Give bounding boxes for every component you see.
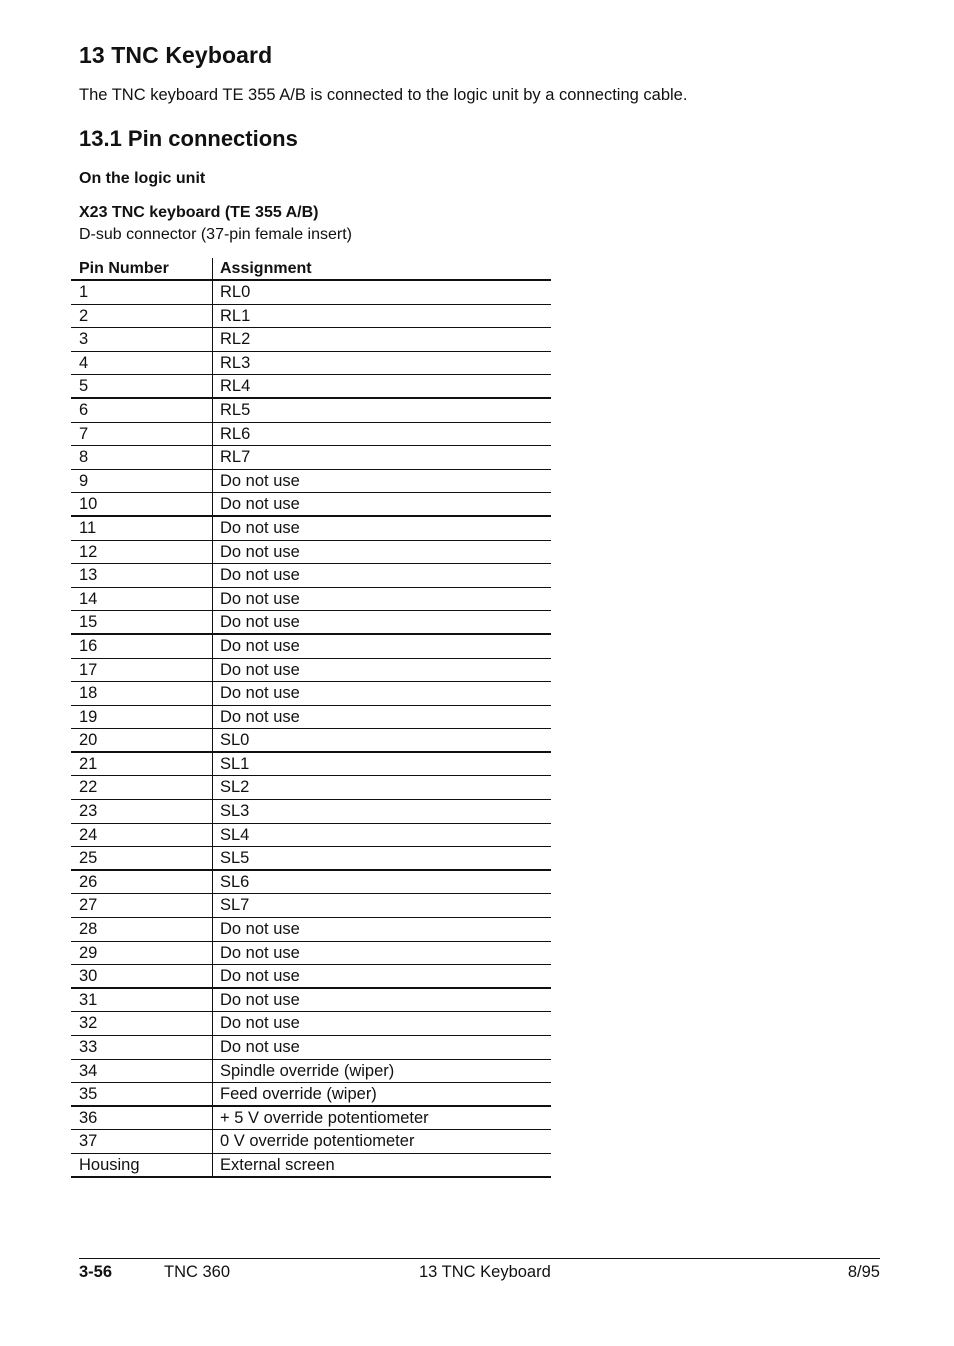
assignment-cell: RL4 [220,377,251,396]
table-row [71,824,551,848]
pin-number-cell: 35 [71,1083,213,1105]
footer-date: 8/95 [847,1263,880,1281]
table-row [71,1036,551,1060]
chapter-intro: The TNC keyboard TE 355 A/B is connected to the logic unit by a connecting cable. [79,86,688,104]
pin-number-cell: 11 [71,517,213,540]
assignment-cell: Do not use [220,589,300,608]
assignment-cell: SL2 [220,778,250,797]
pin-number-cell: 7 [71,423,213,446]
assignment-cell: Do not use [220,920,300,939]
table-row [71,588,551,612]
assignment-cell: RL0 [220,283,251,301]
assignment-cell: Do not use [220,542,300,561]
pin-number-cell: 8 [71,446,213,469]
assignment-cell: Do not use [220,684,300,703]
assignment-cell: RL7 [220,448,251,467]
assignment-cell: Do not use [220,471,300,490]
pin-number-cell: 18 [71,682,213,705]
assignment-cell: SL1 [220,754,250,773]
assignment-cell: Do not use [220,495,300,514]
table-row [71,965,551,989]
pin-number-cell: 17 [71,659,213,682]
pin-number-cell: 20 [71,729,213,751]
assignment-cell: Do not use [220,943,300,962]
table-row [71,1083,551,1107]
table-row [71,517,551,541]
pin-number-cell: 29 [71,942,213,965]
pin-number-cell: 31 [71,989,213,1012]
section-subheading: On the logic unit [79,170,206,187]
pin-number-cell: 4 [71,352,213,375]
pin-number-cell: 16 [71,635,213,658]
pin-number-cell: 12 [71,541,213,564]
table-row [71,305,551,329]
footer-chapter: 13 TNC Keyboard [419,1263,551,1281]
table-row [71,800,551,824]
assignment-cell: SL4 [220,825,250,844]
table-row [71,446,551,470]
assignment-cell: Do not use [220,1038,300,1056]
assignment-cell: RL3 [220,353,251,372]
table-row [71,682,551,706]
pin-number-cell: 19 [71,706,213,729]
pin-number-cell: 2 [71,305,213,328]
pin-number-cell: 30 [71,965,213,987]
pin-number-cell: 37 [71,1130,213,1153]
pin-table-body [71,281,551,1178]
pin-table [71,258,551,1178]
pin-number-cell: 32 [71,1012,213,1035]
assignment-cell: SL7 [220,896,250,915]
table-row [71,942,551,966]
pin-number-cell: 15 [71,611,213,633]
assignment-cell: SL6 [220,872,250,891]
table-row [71,470,551,494]
pin-number-cell: 6 [71,399,213,422]
table-row [71,918,551,942]
table-row [71,753,551,777]
assignment-cell: RL1 [220,306,251,325]
header-assignment: Assignment [220,260,312,277]
table-row [71,1060,551,1084]
pin-number-cell: 24 [71,824,213,847]
pin-number-cell: 25 [71,847,213,869]
section-title: 13.1 Pin connections [79,126,298,151]
table-row [71,989,551,1013]
assignment-cell: RL6 [220,424,251,443]
assignment-cell: SL5 [220,849,250,868]
table-row [71,399,551,423]
pin-number-cell: 28 [71,918,213,941]
table-row [71,847,551,871]
pin-number-cell: 23 [71,800,213,823]
table-row [71,564,551,588]
table-row [71,776,551,800]
pin-number-cell: 3 [71,328,213,351]
connector-title: X23 TNC keyboard (TE 355 A/B) [79,204,319,221]
table-row [71,871,551,895]
table-row [71,423,551,447]
footer-page-number: 3-56 [79,1263,113,1281]
pin-number-cell: 10 [71,493,213,515]
pin-number-cell: 22 [71,776,213,799]
pin-number-cell: 27 [71,894,213,917]
table-row [71,1107,551,1131]
assignment-cell: Do not use [220,660,300,679]
footer-rule [79,1258,880,1259]
table-row [71,375,551,399]
assignment-cell: External screen [220,1155,335,1174]
table-row [71,894,551,918]
table-row [71,1130,551,1154]
pin-number-cell: 5 [71,375,213,397]
table-row [71,635,551,659]
assignment-cell: Do not use [220,967,300,986]
assignment-cell: Do not use [220,990,300,1009]
assignment-cell: Feed override (wiper) [220,1085,377,1104]
table-row [71,1154,551,1178]
pin-number-cell: 13 [71,564,213,587]
table-row [71,1012,551,1036]
pin-number-cell: 21 [71,753,213,776]
pin-number-cell: 1 [71,281,213,304]
assignment-cell: Do not use [220,566,300,585]
table-row [71,659,551,683]
chapter-title: 13 TNC Keyboard [79,42,273,68]
table-row [71,352,551,376]
assignment-cell: Do not use [220,613,300,632]
assignment-cell: RL2 [220,330,251,349]
assignment-cell: Do not use [220,636,300,655]
table-row [71,328,551,352]
table-row [71,541,551,565]
pin-number-cell: 14 [71,588,213,611]
assignment-cell: RL5 [220,400,251,419]
assignment-cell: Do not use [220,707,300,726]
table-row [71,729,551,753]
assignment-cell: SL0 [220,731,250,750]
table-row [71,706,551,730]
assignment-cell: Spindle override (wiper) [220,1061,395,1080]
pin-number-cell: 36 [71,1107,213,1130]
pin-table-header [71,258,551,281]
header-pin-number: Pin Number [71,258,213,279]
table-row [71,611,551,635]
assignment-cell: 0 V override potentiometer [220,1132,415,1151]
footer-model: TNC 360 [164,1263,231,1281]
assignment-cell: SL3 [220,802,250,821]
assignment-cell: + 5 V override potentiometer [220,1108,429,1127]
pin-number-cell: Housing [71,1154,213,1176]
assignment-cell: Do not use [220,518,300,537]
assignment-cell: Do not use [220,1014,300,1033]
table-row [71,281,551,305]
connector-description: D-sub connector (37-pin female insert) [79,226,353,243]
pin-number-cell: 26 [71,871,213,894]
table-row [71,493,551,517]
pin-number-cell: 33 [71,1036,213,1059]
pin-number-cell: 9 [71,470,213,493]
pin-number-cell: 34 [71,1060,213,1083]
